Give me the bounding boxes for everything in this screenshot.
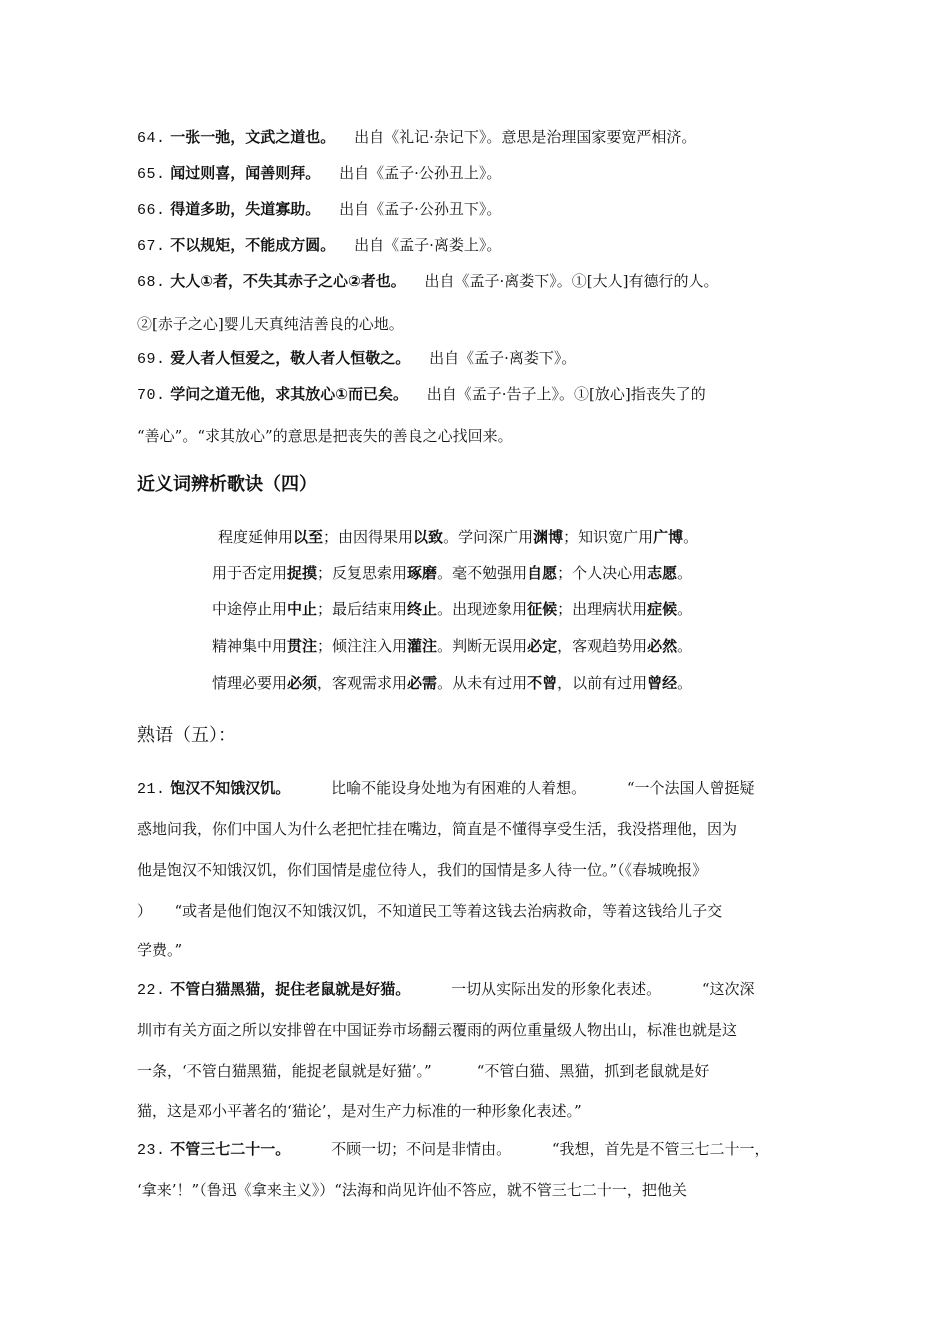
rhyme-text: 。 (683, 528, 699, 546)
entry-phrase: 一张一弛，文武之道也。 (170, 128, 336, 146)
idiom-quote: “我想，首先是不管三七二十一， (551, 1140, 770, 1158)
idiom-23-line: ‘拿来’！”（鲁迅《拿来主义》）“法海和尚见许仙不答应，就不管三七二十一，把他关 (137, 1181, 687, 1199)
rhyme-keyword: 必定 (527, 637, 558, 655)
rhyme-keyword: 琢磨 (407, 564, 438, 582)
idiom-22-line: 圳市有关方面之所以安排曾在中国证券市场翻云覆雨的两位重量级人物出山，标准也就是这 (137, 1021, 738, 1039)
rhyme-text: 。 (677, 564, 693, 582)
rhyme-text: 。判断无误用 (437, 637, 528, 655)
entry-66 (137, 199, 827, 221)
rhyme-keyword: 灌注 (407, 637, 438, 655)
entry-number: 22. (137, 982, 166, 999)
rhyme-keyword: 终止 (407, 600, 438, 618)
entry-number: 70. (137, 387, 166, 404)
entry-note: 出自《孟子·离娄下》。①[大人]有德行的人。 (424, 272, 719, 290)
entry-70-continuation: “善心”。“求其放心”的意思是把丧失的善良之心找回来。 (137, 427, 513, 445)
rhyme-keyword: 志愿 (647, 564, 678, 582)
rhyme-text: 。学问深广用 (443, 528, 534, 546)
rhyme-text: ，客观需求用 (317, 674, 408, 692)
idiom-phrase: 饱汉不知饿汉饥。 (170, 779, 291, 797)
idiom-22-line: 猫，这是邓小平著名的‘猫论’，是对生产力标准的一种形象化表述。” (137, 1102, 582, 1120)
idiom-meaning: 比喻不能设身处地为有困难的人着想。 (331, 779, 587, 797)
entry-phrase: 爱人者人恒爱之，敬人者人恒敬之。 (170, 349, 411, 367)
idiom-21-line: 学费。” (137, 941, 183, 959)
rhyme-line (212, 563, 772, 583)
idiom-21-line: 他是饱汉不知饿汉饥，你们国情是虚位待人，我们的国情是多人待一位。”（《春城晚报》 (137, 861, 708, 879)
rhyme-keyword: 必须 (287, 674, 318, 692)
entry-number: 64. (137, 130, 166, 147)
idiom-phrase: 不管白猫黑猫，捉住老鼠就是好猫。 (170, 980, 411, 998)
rhyme-keyword: 以致 (413, 528, 444, 546)
idiom-22 (137, 979, 827, 1001)
entry-number: 65. (137, 166, 166, 183)
section-heading-synonyms: 近义词辨析歌诀（四） (137, 474, 317, 495)
entry-phrase: 闻过则喜，闻善则拜。 (170, 164, 321, 182)
entry-phrase: 大人①者，不失其赤子之心②者也。 (170, 272, 406, 290)
entry-phrase: 学问之道无他，求其放心①而已矣。 (170, 385, 408, 403)
entry-number: 69. (137, 351, 166, 368)
rhyme-text: 用于否定用 (212, 564, 288, 582)
idiom-21-line: 惑地问我，你们中国人为什么老把忙挂在嘴边，简直是不懂得享受生活，我没搭理他，因为 (137, 820, 738, 838)
rhyme-text: 情理必要用 (212, 674, 288, 692)
entry-note: 出自《礼记·杂记下》。意思是治理国家要宽严相济。 (354, 128, 697, 146)
rhyme-line (212, 599, 772, 619)
entry-70 (137, 384, 827, 406)
idiom-quote: “一个法国人曾挺疑 (626, 779, 755, 797)
rhyme-text: ；出理病状用 (557, 600, 648, 618)
rhyme-text: ；个人决心用 (557, 564, 648, 582)
rhyme-keyword: 中止 (287, 600, 318, 618)
entry-note: 出自《孟子·公孙丑下》。 (339, 200, 502, 218)
rhyme-text: ，以前有过用 (557, 674, 648, 692)
idiom-21-line: ） “或者是他们饱汉不知饿汉饥，不知道民工等着这钱去治病救命，等着这钱给儿子交 (137, 902, 723, 920)
rhyme-keyword: 必然 (647, 637, 678, 655)
rhyme-text: 。 (677, 674, 693, 692)
entry-number: 68. (137, 274, 166, 291)
rhyme-line (212, 636, 772, 656)
entry-note: 出自《孟子·离娄下》。 (429, 349, 577, 367)
rhyme-keyword: 不曾 (527, 674, 558, 692)
rhyme-text: ；反复思索用 (317, 564, 408, 582)
rhyme-text: ；由因得果用 (323, 528, 414, 546)
entry-note: 出自《孟子·公孙丑上》。 (339, 164, 502, 182)
rhyme-keyword: 自愿 (527, 564, 558, 582)
rhyme-keyword: 症候 (647, 600, 678, 618)
rhyme-keyword: 广博 (653, 528, 684, 546)
entry-68-continuation: ②[赤子之心]婴儿天真纯洁善良的心地。 (137, 315, 404, 333)
entry-number: 23. (137, 1142, 166, 1159)
rhyme-keyword: 贯注 (287, 637, 318, 655)
rhyme-text: 。出现迹象用 (437, 600, 528, 618)
rhyme-text: 精神集中用 (212, 637, 288, 655)
idiom-phrase: 不管三七二十一。 (170, 1140, 291, 1158)
rhyme-text: ；知识宽广用 (563, 528, 654, 546)
rhyme-keyword: 渊博 (533, 528, 564, 546)
rhyme-keyword: 必需 (407, 674, 438, 692)
entry-65 (137, 163, 827, 185)
entry-67 (137, 235, 827, 257)
rhyme-keyword: 捉摸 (287, 564, 318, 582)
entry-68 (137, 271, 827, 293)
rhyme-text: 程度延伸用 (218, 528, 294, 546)
rhyme-line (218, 527, 778, 547)
rhyme-text: 。 (677, 637, 693, 655)
rhyme-text: 。 (677, 600, 693, 618)
entry-phrase: 得道多助，失道寡助。 (170, 200, 321, 218)
rhyme-text: 。从未有过用 (437, 674, 528, 692)
entry-69 (137, 348, 827, 370)
section-heading-idioms: 熟语（五）： (137, 725, 236, 746)
entry-note: 出自《孟子·离娄上》。 (354, 236, 502, 254)
rhyme-line (212, 673, 772, 693)
entry-64 (137, 127, 827, 149)
idiom-21 (137, 778, 827, 800)
idiom-quote: “这次深 (701, 980, 755, 998)
rhyme-keyword: 曾经 (647, 674, 678, 692)
entry-note: 出自《孟子·告子上》。①[放心]指丧失了的 (426, 385, 706, 403)
idiom-22-line: 一条，‘不管白猫黑猫，能捉老鼠就是好猫’。” “不管白猫、黑猫，抓到老鼠就是好 (137, 1062, 710, 1080)
entry-number: 21. (137, 781, 166, 798)
rhyme-text: 。毫不勉强用 (437, 564, 528, 582)
idiom-23 (137, 1139, 827, 1161)
rhyme-text: ；倾注注入用 (317, 637, 408, 655)
rhyme-text: ；最后结束用 (317, 600, 408, 618)
rhyme-text: 中途停止用 (212, 600, 288, 618)
entry-number: 67. (137, 238, 166, 255)
rhyme-text: ，客观趋势用 (557, 637, 648, 655)
rhyme-keyword: 以至 (293, 528, 324, 546)
entry-phrase: 不以规矩，不能成方圆。 (170, 236, 336, 254)
entry-number: 66. (137, 202, 166, 219)
idiom-meaning: 一切从实际出发的形象化表述。 (451, 980, 662, 998)
rhyme-keyword: 征候 (527, 600, 558, 618)
idiom-meaning: 不顾一切；不问是非情由。 (331, 1140, 512, 1158)
